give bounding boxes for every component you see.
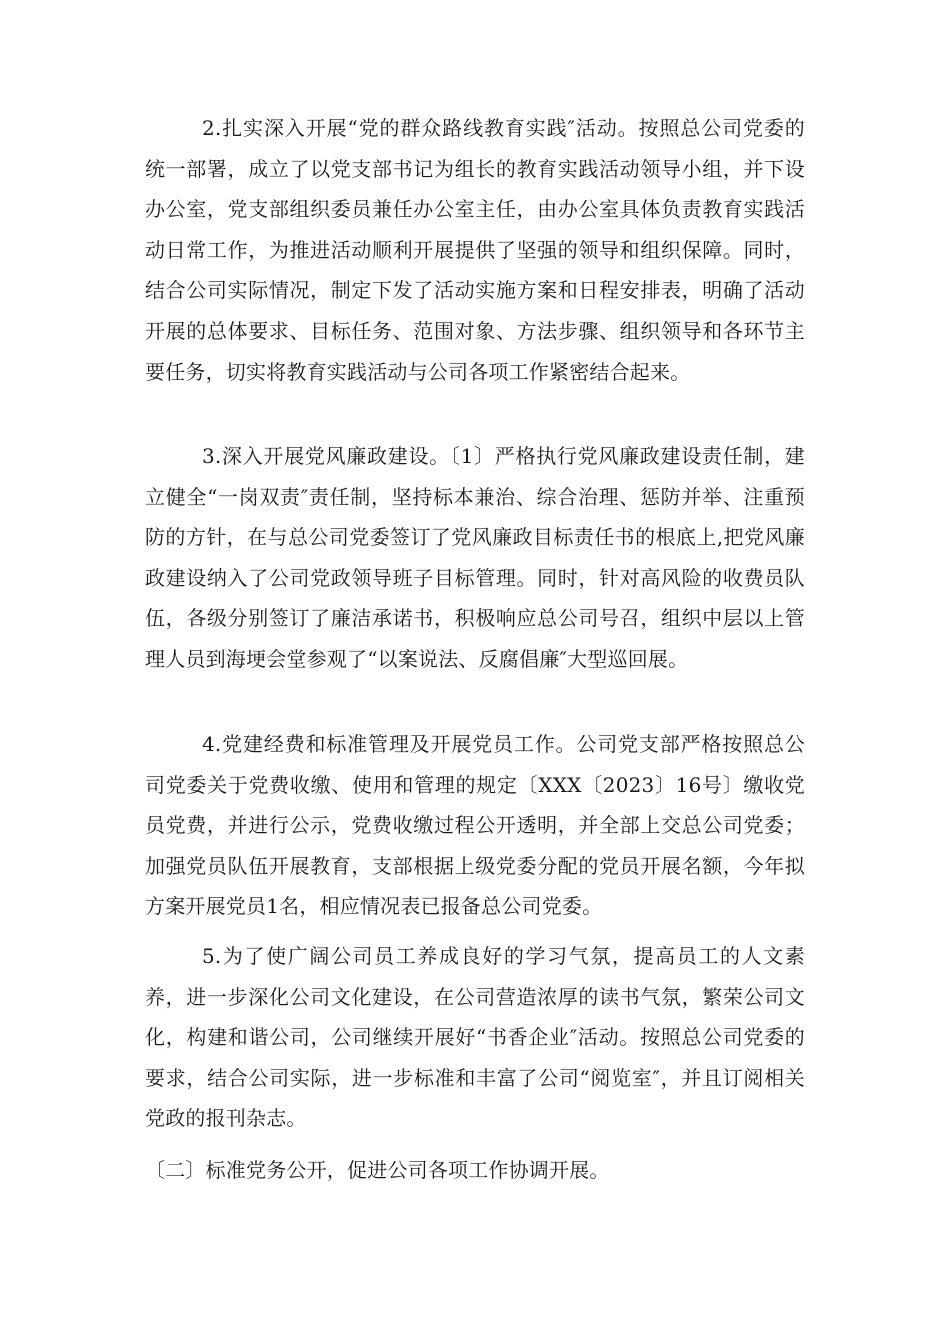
paragraph-clean-governance: 3.深入开展党风廉政建设。〔1〕严格执行党风廉政建设责任制，建立健全“一岗双责″责任制，坚持标本兼治、综合治理、惩防并举、注重预防的方针，在与总公司党委签订了党风廉政目标责任书的根底上,把党风廉政建设纳入了公司党政领导班子目标管理。同时，针对高风险的收费员队伍，各级分别签订了廉洁承诺书，积极响应总公司号召，组织中层以上管理人员到海埂会堂参观了“以案说法、反腐倡廉″大型巡回展。 <box>145 444 805 671</box>
paragraph-party-mass-line-education: 2.扎实深入开展“党的群众路线教育实践″活动。按照总公司党委的统一部署，成立了以党支部书记为组长的教育实践活动领导小组，并下设办公室，党支部组织委员兼任办公室主任，由办公室具体负责教育实践活动日常工作，为推进活动顺利开展提供了坚强的领导和组织保障。同时，结合公司实际情况，制定下发了活动实施方案和日程安排表，明确了活动开展的总体要求、目标任务、范围对象、方法步骤、组织领导和各环节主要任务，切实将教育实践活动与公司各项工作紧密结合起来。 <box>145 116 805 384</box>
paragraph-party-funds-and-members: 4.党建经费和标准管理及开展党员工作。公司党支部严格按照总公司党委关于党费收缴、使用和管理的规定〔XXX〔2023〕16号〕缴收党员党费，并进行公示，党费收缴过程公开透明，并全部上交总公司党委；加强党员队伍开展教育，支部根据上级党委分配的党员开展名额，今年拟方案开展党员1名，相应情况表已报备总公司党委。 <box>145 732 805 919</box>
section-heading-party-affairs-disclosure: 〔二〕标准党务公开，促进公司各项工作协调开展。 <box>145 1158 610 1182</box>
paragraph-scholarly-enterprise: 5.为了使广阔公司员工养成良好的学习气氛，提高员工的人文素养，进一步深化公司文化建设，在公司营造浓厚的读书气氛，繁荣公司文化，构建和谐公司，公司继续开展好“书香企业″活动。按照总公司党委的要求，结合公司实际，进一步标准和丰富了公司“阅览室″，并且订阅相关党政的报刊杂志。 <box>145 944 805 1131</box>
